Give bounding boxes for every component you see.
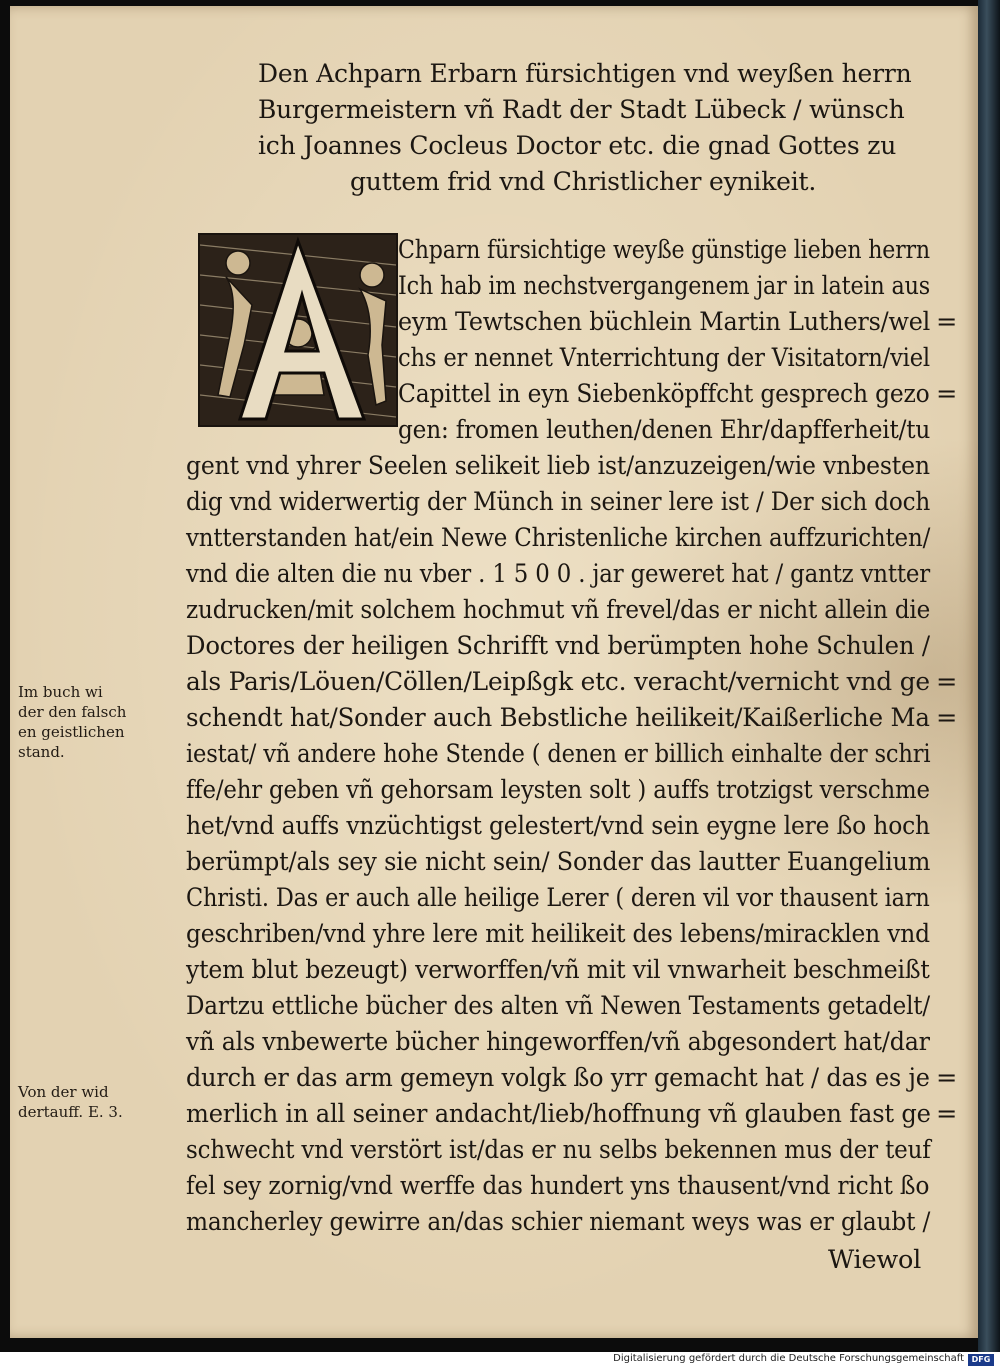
book-page <box>10 6 978 1338</box>
catchword: Wiewol <box>828 1245 922 1275</box>
dfg-logo-icon: DFG <box>968 1354 994 1366</box>
body-line: Capittel in eyn Siebenköpffcht gesprech gezo <box>398 379 930 409</box>
body-line: ffe/ehr geben vñ gehorsam leysten solt ) auffs trotzigst verschme <box>186 775 930 805</box>
body-line: schendt hat/Sonder auch Bebstliche heilikeit/Kaißerliche Ma <box>186 703 930 733</box>
footer-credit: Digitalisierung gefördert durch die Deutsche Forschungsgemeinschaft <box>613 1353 964 1364</box>
body-line: chs er nennet Vnterrichtung der Visitatorn/viel <box>398 343 930 373</box>
margin-note-line: Im buch wi <box>18 683 103 701</box>
body-line: het/vnd auffs vnzüchtigst gelestert/vnd sein eygne lere ßo hoch <box>186 811 930 841</box>
margin-note-line: dertauff. E. 3. <box>18 1103 123 1121</box>
body-line: Christi. Das er auch alle heilige Lerer ( deren vil vor thausent iarn <box>186 883 930 913</box>
body-line: vñ als vnbewerte bücher hingeworffen/vñ abgesondert hat/dar <box>186 1027 930 1057</box>
body-line: berümpt/als sey sie nicht sein/ Sonder das lautter Euangelium <box>186 847 931 877</box>
margin-note-line: der den falsch <box>18 703 127 721</box>
woodcut-figures-icon <box>200 235 396 425</box>
body-line: gen: fromen leuthen/denen Ehr/dapfferheit/tu <box>398 415 931 445</box>
body-line: Dartzu ettliche bücher des alten vñ Newen Testaments getadelt/ <box>186 991 930 1021</box>
margin-note-line: Von der wid <box>18 1083 109 1101</box>
body-line: Doctores der heiligen Schrifft vnd berümpten hohe Schulen / <box>186 631 930 661</box>
body-line: ytem blut bezeugt) verworffen/vñ mit vil vnwarheit beschmeißt <box>186 955 930 985</box>
hyphen-mark: = <box>936 307 958 337</box>
body-line: gent vnd yhrer Seelen selikeit lieb ist/anzuzeigen/wie vnbesten <box>186 451 930 481</box>
footer-bar <box>0 1352 1000 1368</box>
hyphen-mark: = <box>936 1099 958 1129</box>
margin-note-line: en geistlichen <box>18 723 125 741</box>
body-line: merlich in all seiner andacht/lieb/hoffnung vñ glauben fast ge <box>186 1099 931 1129</box>
body-line: Chparn fürsichtige weyße günstige lieben herrn <box>398 235 930 265</box>
body-line: Ich hab im nechstvergangenem jar in latein aus <box>398 271 931 301</box>
body-line: fel sey zornig/vnd werffe das hundert yns thausent/vnd richt ßo <box>186 1171 930 1201</box>
heading-line: Den Achparn Erbarn fürsichtigen vnd weyßen herrn <box>258 59 912 88</box>
body-line: eym Tewtschen büchlein Martin Luthers/wel <box>398 307 931 337</box>
body-line: mancherley gewirre an/das schier niemant weys was er glaubt / <box>186 1207 931 1237</box>
hyphen-mark: = <box>936 667 958 697</box>
body-line: iestat/ vñ andere hohe Stende ( denen er billich einhalte der schri <box>186 739 931 769</box>
margin-note-line: stand. <box>18 743 65 761</box>
hyphen-mark: = <box>936 1063 958 1093</box>
body-line: vnd die alten die nu vber . 1 5 0 0 . jar geweret hat / gantz vntter <box>186 559 931 589</box>
heading-line: guttem frid vnd Christlicher eynikeit. <box>350 167 817 196</box>
hyphen-mark: = <box>936 703 958 733</box>
book-edge <box>978 0 1000 1352</box>
body-line: vntterstanden hat/ein Newe Christenliche kirchen auffzurichten/ <box>186 523 931 553</box>
body-line: zudrucken/mit solchem hochmut vñ frevel/das er nicht allein die <box>186 595 931 625</box>
body-line: dig vnd widerwertig der Münch in seiner lere ist / Der sich doch <box>186 487 931 517</box>
body-line: schwecht vnd verstört ist/das er nu selbs bekennen mus der teuf <box>186 1135 931 1165</box>
body-line: als Paris/Löuen/Cöllen/Leipßgk etc. veracht/vernicht vnd ge <box>186 667 930 697</box>
woodcut-initial <box>198 233 398 427</box>
heading-line: ich Joannes Cocleus Doctor etc. die gnad Gottes zu <box>258 131 897 160</box>
hyphen-mark: = <box>936 379 958 409</box>
body-line: durch er das arm gemeyn volgk ßo yrr gemacht hat / das es je <box>186 1063 930 1093</box>
body-line: geschriben/vnd yhre lere mit heilikeit des lebens/miracklen vnd <box>186 919 930 949</box>
heading-line: Burgermeistern vñ Radt der Stadt Lübeck / wünsch <box>258 95 905 124</box>
